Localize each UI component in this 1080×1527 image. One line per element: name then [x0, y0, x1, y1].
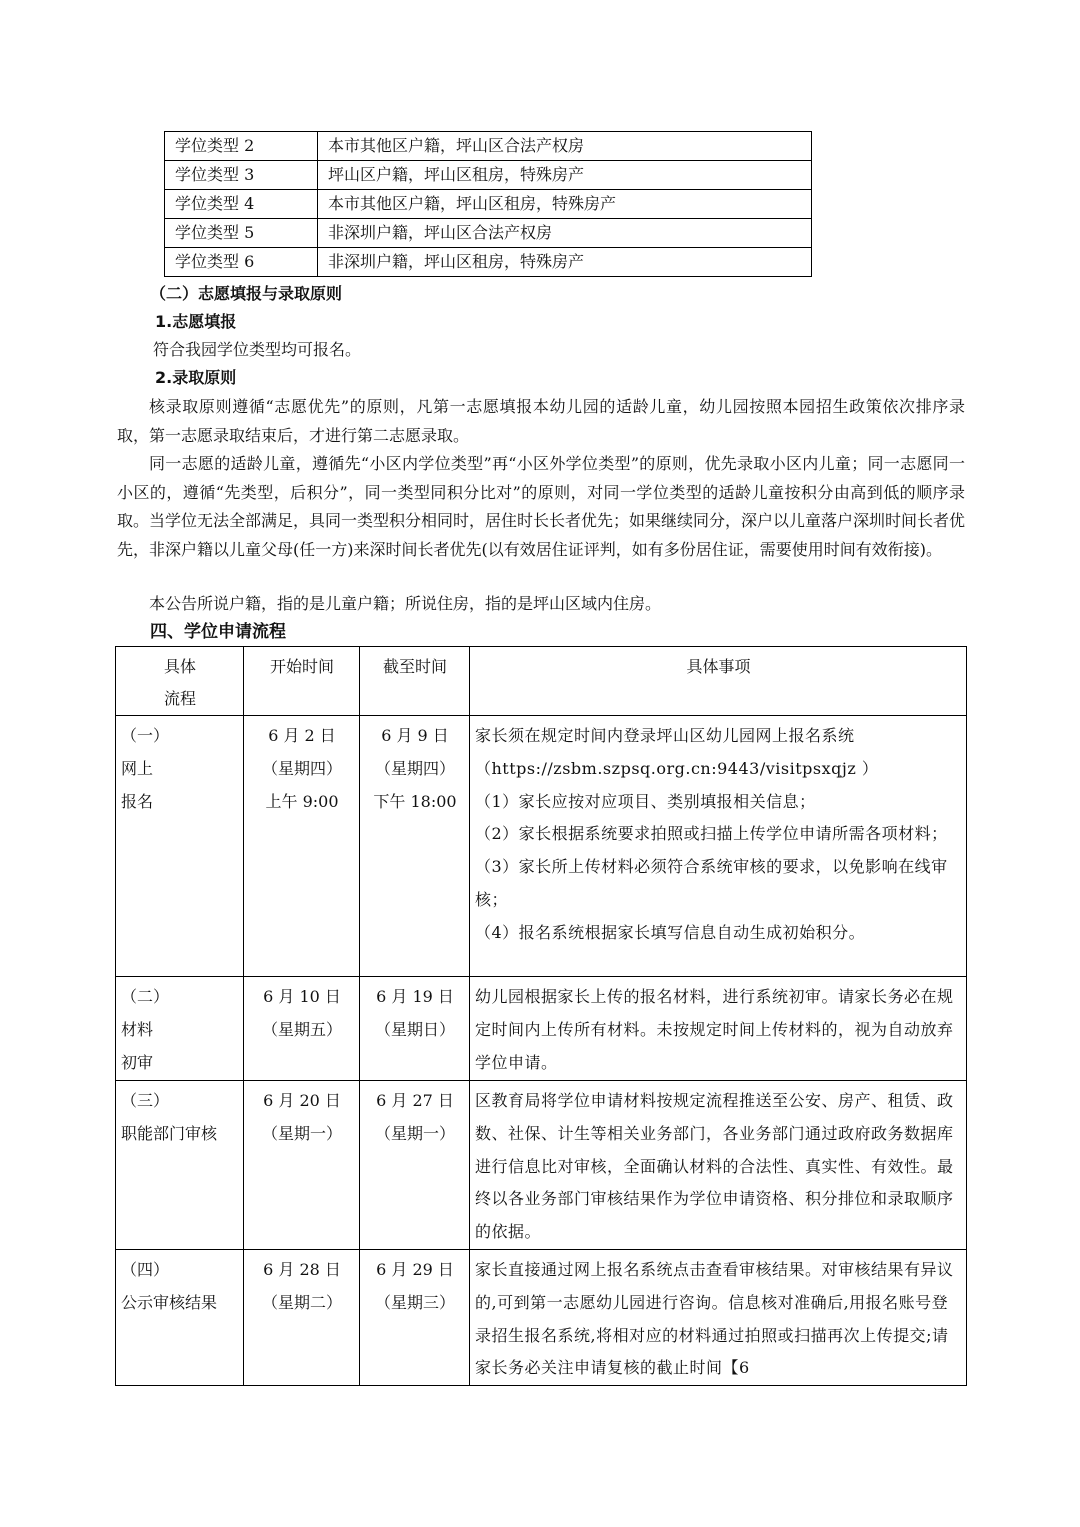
application-process-table	[115, 646, 967, 1386]
end-cell: 6 月 29 日 （星期三）	[360, 1249, 470, 1385]
degree-type-table	[164, 131, 812, 277]
type-desc: 本市其他区户籍，坪山区租房，特殊房产	[318, 190, 812, 219]
table-row	[165, 248, 812, 277]
sub-heading-1: 1.志愿填报	[155, 312, 237, 331]
section-2-title: （二）志愿填报与录取原则	[150, 284, 343, 303]
table-row	[116, 716, 967, 977]
start-cell: 6 月 2 日 （星期四） 上午 9:00	[244, 716, 360, 977]
type-name: 学位类型 4	[165, 190, 318, 219]
step-cell: （二） 材料 初审	[116, 977, 244, 1081]
detail-cell: 家长须在规定时间内登录坪山区幼儿园网上报名系统 （https://zsbm.szpsq.org.cn:9443/visitpsxqjz ） （1）家长应按对应项目、类别填报相关信息； （2）家长根据系统要求拍照或扫描上传学位申请所需各项材料； （3）家长所上传材料必须符合系统审核的要求，以免影响在线审核； （4）报名系统根据家长填写信息自动生成初始积分。	[470, 716, 967, 977]
section-4-title: 四、学位申请流程	[150, 622, 286, 642]
step-cell: （四） 公示审核结果	[116, 1249, 244, 1385]
table-row	[116, 1081, 967, 1250]
type-desc: 坪山区户籍，坪山区租房，特殊房产	[318, 161, 812, 190]
paragraph: 本公告所说户籍，指的是儿童户籍；所说住房，指的是坪山区域内住房。	[149, 594, 662, 613]
header-detail: 具体事项	[470, 647, 967, 716]
table-row	[116, 977, 967, 1081]
type-desc: 非深圳户籍，坪山区租房，特殊房产	[318, 248, 812, 277]
sub-heading-2: 2.录取原则	[155, 368, 237, 387]
header-start: 开始时间	[244, 647, 360, 716]
table-row	[165, 190, 812, 219]
table-row	[165, 132, 812, 161]
paragraph: 核录取原则遵循“志愿优先”的原则，凡第一志愿填报本幼儿园的适龄儿童，幼儿园按照本园招生政策依次排序录取，第一志愿录取结束后，才进行第二志愿录取。	[117, 397, 965, 445]
type-desc: 非深圳户籍，坪山区合法产权房	[318, 219, 812, 248]
header-step: 具体 流程	[116, 647, 244, 716]
table-header-row	[116, 647, 967, 716]
paragraph: 符合我园学位类型均可报名。	[153, 340, 362, 359]
detail-cell: 幼儿园根据家长上传的报名材料，进行系统初审。请家长务必在规定时间内上传所有材料。未按规定时间上传材料的，视为自动放弃学位申请。	[470, 977, 967, 1081]
step-cell: （一） 网上 报名	[116, 716, 244, 977]
detail-cell: 家长直接通过网上报名系统点击查看审核结果。对审核结果有异议的,可到第一志愿幼儿园进行咨询。信息核对准确后,用报名账号登录招生报名系统,将相对应的材料通过拍照或扫描再次上传提交;请家长务必关注申请复核的截止时间【6	[470, 1249, 967, 1385]
table-row	[116, 1249, 967, 1385]
table-row	[165, 161, 812, 190]
start-cell: 6 月 20 日 （星期一）	[244, 1081, 360, 1250]
type-desc: 本市其他区户籍，坪山区合法产权房	[318, 132, 812, 161]
paragraph: 同一志愿的适龄儿童，遵循先“小区内学位类型”再“小区外学位类型”的原则，优先录取小区内儿童；同一志愿同一小区的，遵循“先类型，后积分”，同一类型同积分比对”的原则，对同一学位类型的适龄儿童按积分由高到低的顺序录取。当学位无法全部满足，具同一类型积分相同时，居住时长长者优先；如果继续同分，深户以儿童落户深圳时间长者优先，非深户籍以儿童父母(任一方)来深时间长者优先(以有效居住证评判，如有多份居住证，需要使用时间有效衔接)。	[117, 454, 966, 559]
table-row	[165, 219, 812, 248]
step-cell: （三） 职能部门审核	[116, 1081, 244, 1250]
detail-cell: 区教育局将学位申请材料按规定流程推送至公安、房产、租赁、政数、社保、计生等相关业务部门，各业务部门通过政府政务数据库进行信息比对审核，全面确认材料的合法性、真实性、有效性。最终以各业务部门审核结果作为学位申请资格、积分排位和录取顺序的依据。	[470, 1081, 967, 1250]
end-cell: 6 月 27 日 （星期一）	[360, 1081, 470, 1250]
type-name: 学位类型 6	[165, 248, 318, 277]
end-cell: 6 月 19 日 （星期日）	[360, 977, 470, 1081]
header-end: 截至时间	[360, 647, 470, 716]
type-name: 学位类型 2	[165, 132, 318, 161]
start-cell: 6 月 10 日 （星期五）	[244, 977, 360, 1081]
end-cell: 6 月 9 日 （星期四） 下午 18:00	[360, 716, 470, 977]
start-cell: 6 月 28 日 （星期二）	[244, 1249, 360, 1385]
type-name: 学位类型 5	[165, 219, 318, 248]
type-name: 学位类型 3	[165, 161, 318, 190]
